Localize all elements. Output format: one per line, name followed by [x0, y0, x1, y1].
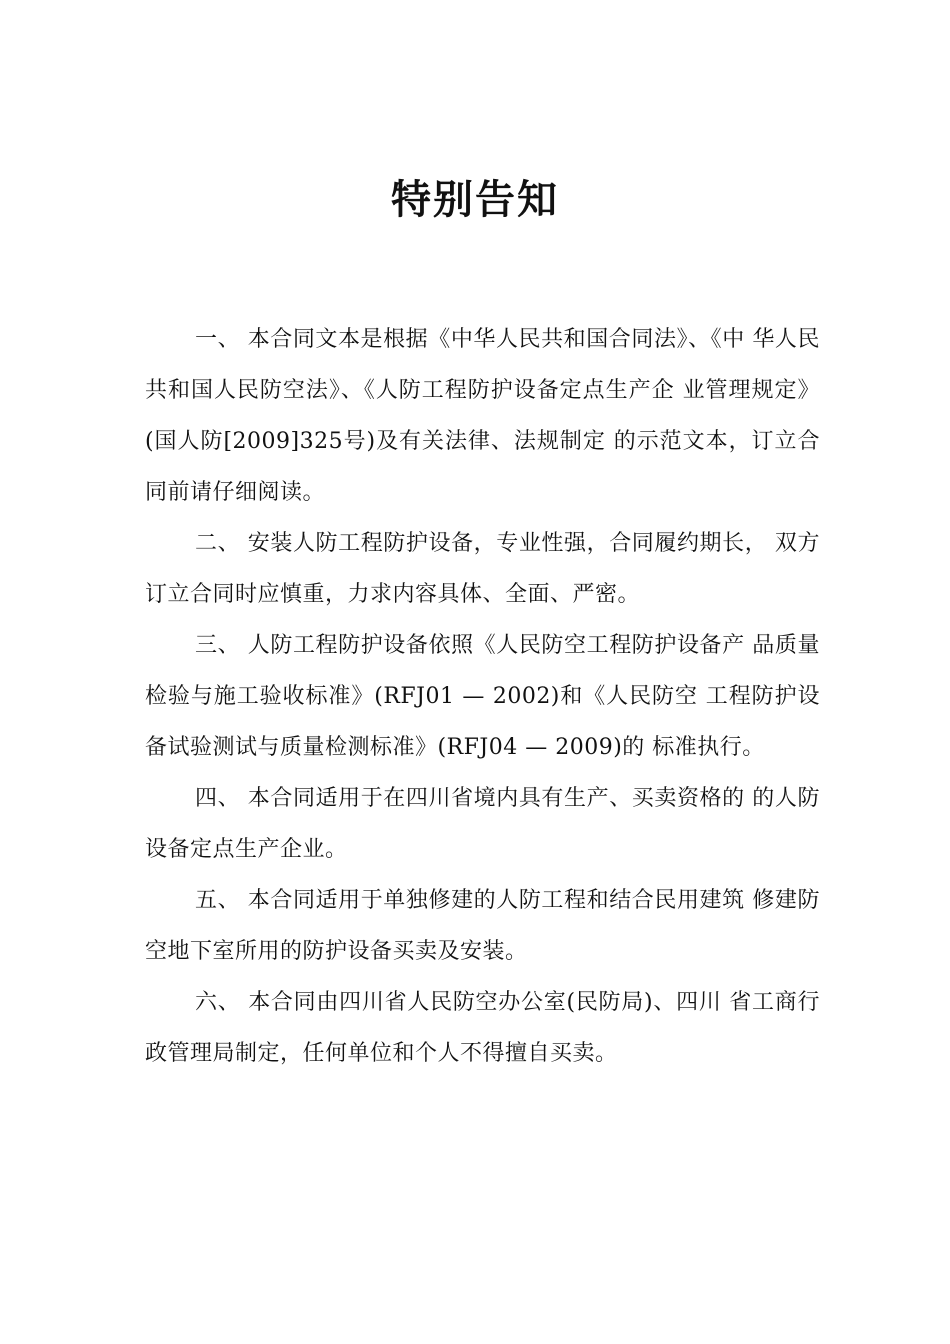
paragraph-4: 四、 本合同适用于在四川省境内具有生产、买卖资格的 的人防设备定点生产企业。: [145, 786, 820, 862]
paragraph-6: 六、 本合同由四川省人民防空办公室(民防局)、四川 省工商行政管理局制定，任何单位和个人不得擅自买卖。: [145, 990, 820, 1066]
paragraph-5: 五、 本合同适用于单独修建的人防工程和结合民用建筑 修建防空地下室所用的防护设备买卖及安装。: [145, 888, 820, 964]
document-title: 特别告知: [391, 176, 559, 223]
paragraph-1: 一、 本合同文本是根据《中华人民共和国合同法》、《中 华人民共和国人民防空法》、《人防工程防护设备定点生产企 业管理规定》(国人防[2009]325号)及有关法律、法规制定 的示范文本，订立合同前请仔细阅读。: [145, 327, 820, 505]
paragraph-2: 二、 安装人防工程防护设备，专业性强，合同履约期长， 双方订立合同时应慎重，力求内容具体、全面、严密。: [145, 531, 820, 607]
paragraph-3: 三、 人防工程防护设备依照《人民防空工程防护设备产 品质量检验与施工验收标准》(RFJ01 — 2002)和《人民防空 工程防护设备试验测试与质量检测标准》(RFJ04 — 2009)的 标准执行。: [145, 633, 820, 760]
document-body: [145, 314, 820, 1079]
